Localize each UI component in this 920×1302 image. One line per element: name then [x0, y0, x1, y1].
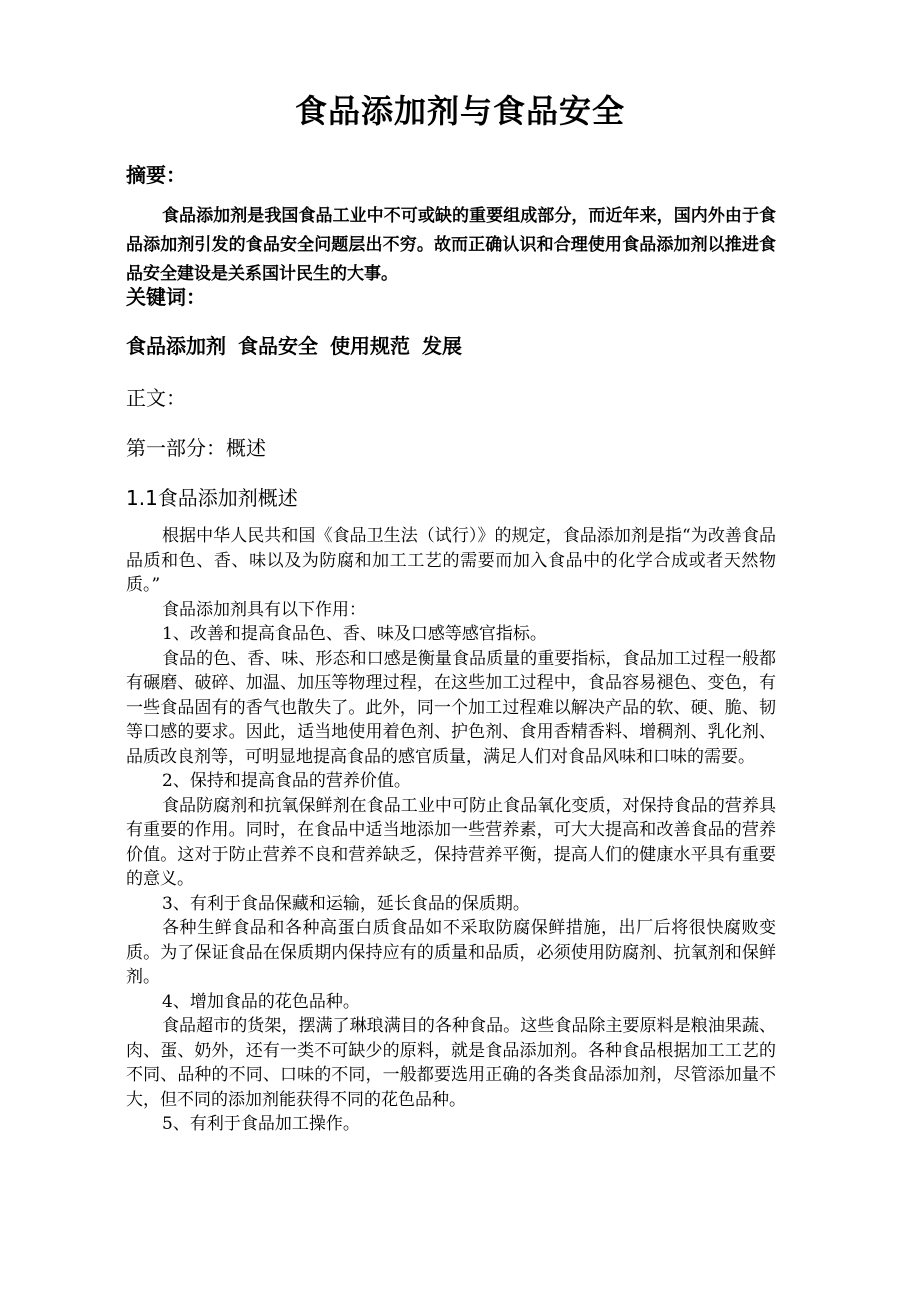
paragraph: 1、改善和提高食品色、香、味及口感等感官指标。	[162, 624, 547, 644]
paragraph: 食品的色、香、味、形态和口感是衡量食品质量的重要指标，食品加工过程一般都有碾磨、破碎、加温、加压等物理过程，在这些加工过程中，食品容易褪色、变色，有一些食品固有的香气也散失了。此外，同一个加工过程难以解决产品的软、硬、脆、韧等口感的要求。因此，适当地使用着色剂、护色剂、食用香精香料、增稠剂、乳化剂、品质改良剂等，可明显地提高食品的感官质量，满足人们对食品风味和口味的需要。	[126, 648, 776, 767]
part-heading: 第一部分：概述	[126, 436, 266, 460]
paragraph: 根据中华人民共和国《食品卫生法（试行）》的规定，食品添加剂是指“为改善食品品质和色、香、味以及为防腐和加工工艺的需要而加入食品中的化学合成或者天然物质。”	[126, 526, 776, 595]
abstract-label: 摘要：	[126, 163, 186, 187]
abstract-block	[126, 202, 776, 289]
paragraph: 食品添加剂具有以下作用：	[162, 599, 366, 620]
paragraph: 各种生鲜食品和各种高蛋白质食品如不采取防腐保鲜措施，出厂后将很快腐败变质。为了保证食品在保质期内保持应有的质量和品质，必须使用防腐剂、抗氧剂和保鲜剂。	[126, 918, 776, 987]
body-label: 正文：	[126, 386, 186, 410]
keyword: 发展	[422, 334, 462, 358]
paragraph: 2、保持和提高食品的营养价值。	[162, 771, 411, 791]
paragraph: 4、增加食品的花色品种。	[162, 991, 360, 1012]
paragraph: 5、有利于食品加工操作。	[162, 1114, 360, 1134]
body-text	[126, 524, 776, 1137]
keyword: 食品添加剂	[126, 334, 226, 358]
document-title: 食品添加剂与食品安全	[294, 92, 625, 130]
paragraph: 食品超市的货架，摆满了琳琅满目的各种食品。这些食品除主要原料是粮油果蔬、肉、蛋、奶外，还有一类不可缺少的原料，就是食品添加剂。各种食品根据加工工艺的不同、品种的不同、口味的不同，一般都要选用正确的各类食品添加剂，尽管添加量不大，但不同的添加剂能获得不同的花色品种。	[126, 1016, 776, 1110]
keywords-list	[126, 330, 474, 362]
section-heading: 1.1食品添加剂概述	[126, 486, 298, 510]
abstract-text: 食品添加剂是我国食品工业中不可或缺的重要组成部分，而近年来，国内外由于食品添加剂引发的食品安全问题层出不穷。故而正确认识和合理使用食品添加剂以推进食品安全建设是关系国计民生的大事。	[126, 206, 776, 284]
paragraph: 食品防腐剂和抗氧保鲜剂在食品工业中可防止食品氧化变质，对保持食品的营养具有重要的作用。同时，在食品中适当地添加一些营养素，可大大提高和改善食品的营养价值。这对于防止营养不良和营养缺乏，保持营养平衡，提高人们的健康水平具有重要的意义。	[126, 795, 776, 889]
paragraph: 3、有利于食品保藏和运输，延长食品的保质期。	[162, 893, 530, 914]
keyword: 使用规范	[330, 334, 410, 358]
keywords-label: 关键词：	[126, 285, 206, 309]
keyword: 食品安全	[238, 334, 318, 358]
